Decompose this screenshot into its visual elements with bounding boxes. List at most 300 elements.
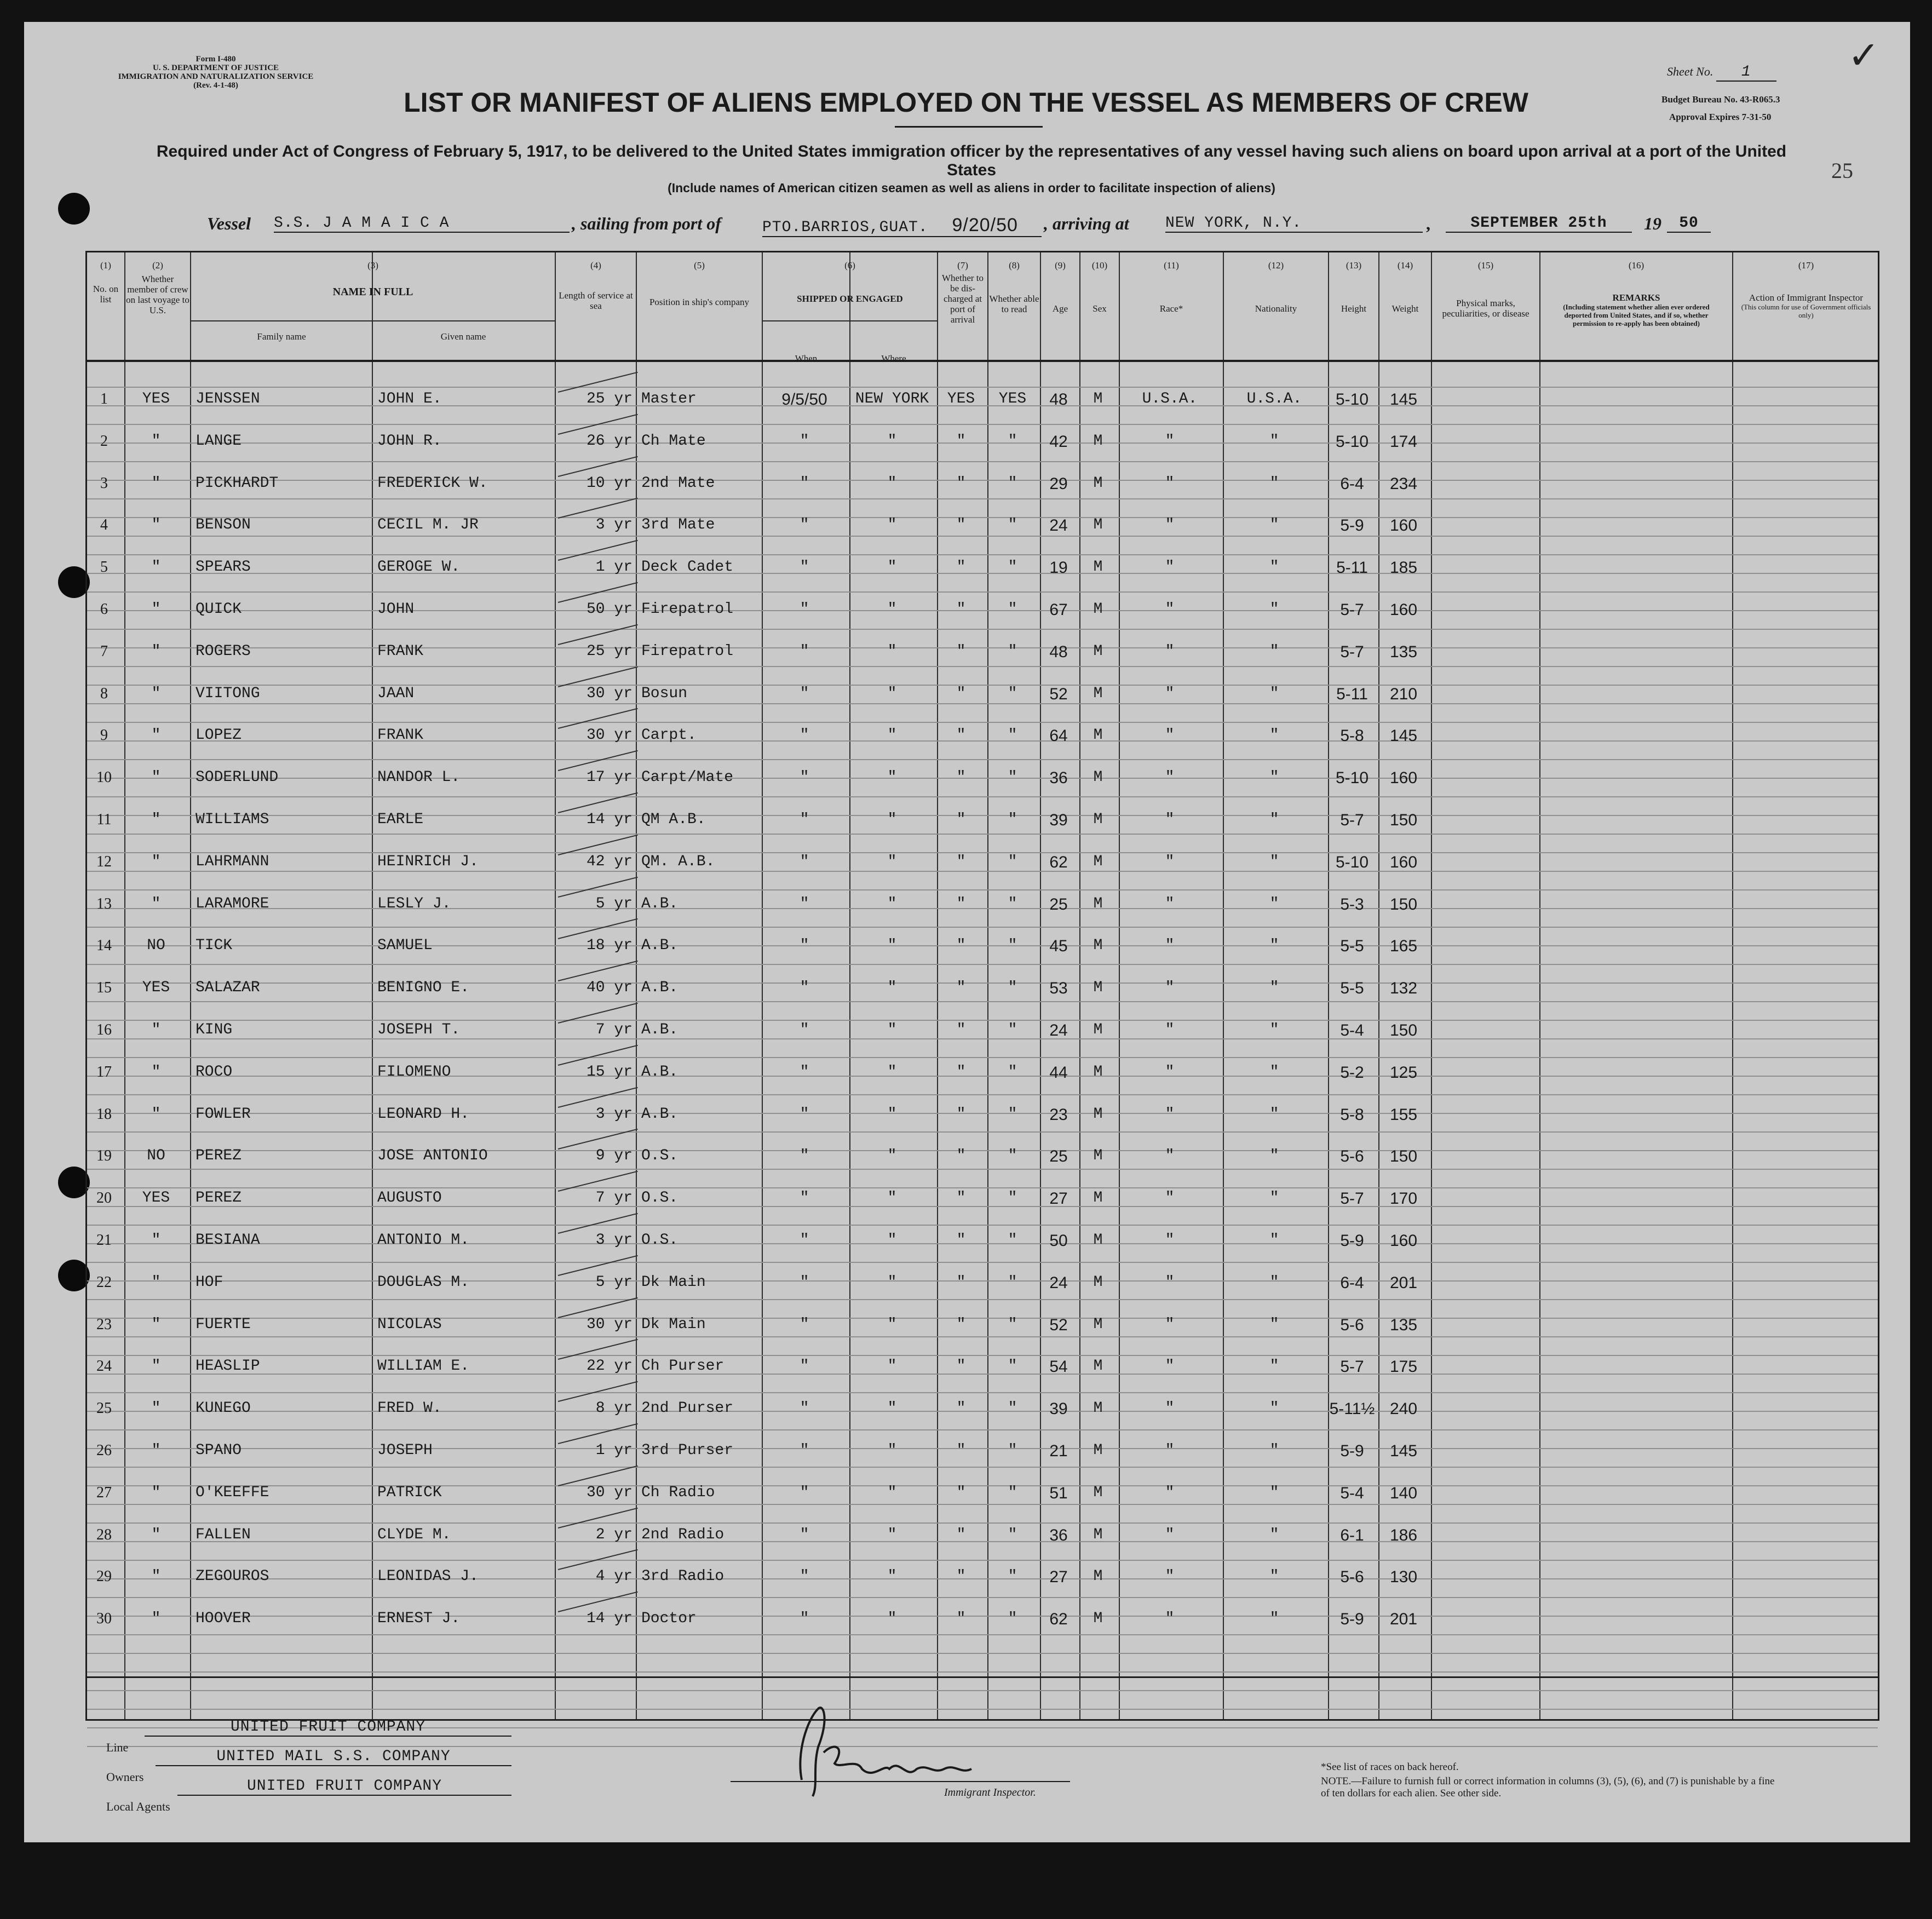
table-row [87,475,1878,497]
cell-age: 45 [1049,937,1068,956]
cell-family: LOPEZ [196,727,242,744]
cell-no: 22 [96,1273,112,1291]
cell-service: 30 yr [586,1315,633,1333]
cell-when: " [800,853,809,870]
ruled-line [87,498,1878,499]
crew-table [85,251,1879,1721]
service-check-stroke [558,1466,638,1486]
cell-no: 15 [96,979,112,997]
table-row [87,1358,1878,1380]
col6b-header: Where [881,353,906,364]
cell-disch: " [956,601,966,618]
cell-weight: 132 [1389,979,1418,998]
cell-age: 48 [1049,390,1068,409]
col2-header: (2) Whether member of crew on last voyage to U.S. [126,260,189,315]
cell-where: " [887,1273,897,1291]
cell-when: " [800,895,809,912]
ruled-line [87,1392,1878,1393]
cell-where: " [887,1190,897,1207]
cell-when: " [800,1232,809,1249]
cell-sex: M [1093,1232,1103,1249]
cell-family: O'KEEFFE [196,1484,269,1501]
inspector-signature [780,1687,1010,1802]
cell-position: QM. A.B. [641,853,715,870]
service-check-stroke [558,1045,638,1066]
budget-bureau: Budget Bureau No. 43-R065.3 [1661,94,1780,105]
cell-age: 24 [1049,1021,1068,1039]
ruled-line [87,1187,1878,1188]
cell-disch: " [956,1105,966,1123]
cell-sex: M [1093,811,1103,828]
cell-nat: " [1269,1063,1279,1081]
cell-given: LEONIDAS J. [377,1568,479,1585]
cell-prev: " [151,1610,161,1628]
cell-read: YES [998,390,1027,407]
cell-prev: " [151,811,161,828]
cell-position: O.S. [641,1147,679,1165]
cell-family: SPEARS [196,559,251,576]
table-row [87,1274,1878,1296]
cell-age: 48 [1049,642,1068,661]
cell-prev: " [151,601,161,618]
cell-where: " [887,1526,897,1543]
cell-weight: 170 [1389,1190,1418,1208]
cell-disch: " [956,1021,966,1038]
cell-family: ROCO [196,1063,233,1081]
cell-no: 17 [96,1063,112,1081]
cell-race: " [1165,1273,1175,1291]
cell-age: 23 [1049,1105,1068,1124]
cell-service: 1 yr [595,559,633,576]
cell-no: 2 [100,432,108,450]
cell-read: " [1008,1273,1017,1291]
cell-where: " [887,1568,897,1585]
col11-header: (11) Race* [1159,260,1183,314]
approval-expires: Approval Expires 7-31-50 [1669,112,1772,122]
cell-disch: " [956,1063,966,1081]
cell-service: 3 yr [595,1105,633,1123]
ruled-line [87,1299,1878,1300]
cell-weight: 160 [1389,601,1418,619]
cell-position: QM A.B. [641,811,706,828]
ruled-line [87,629,1878,630]
cell-nat: " [1269,1400,1279,1417]
cell-prev: NO [147,1147,165,1165]
cell-position: Firepatrol [641,601,734,618]
cell-given: CECIL M. JR [377,516,479,534]
cell-age: 19 [1049,559,1068,577]
cell-when: " [800,1484,809,1501]
cell-height: 5-7 [1340,811,1364,829]
cell-where: " [887,642,897,660]
cell-no: 23 [96,1315,112,1333]
cell-prev: " [151,1526,161,1543]
cell-sex: M [1093,1021,1103,1038]
cell-weight: 150 [1389,1147,1418,1166]
penalty-note: NOTE.—Failure to furnish full or correct information in columns (3), (5), (6), and (7) is punishable by a fine of ten dollars for each alien. See other side. [1321,1776,1775,1799]
cell-sex: M [1093,601,1103,618]
cell-sex: M [1093,1105,1103,1123]
cell-family: WILLIAMS [196,811,269,828]
service-check-stroke [558,498,638,519]
cell-position: O.S. [641,1190,679,1207]
cell-sex: M [1093,853,1103,870]
cell-given: ANTONIO M. [377,1232,470,1249]
cell-age: 67 [1049,601,1068,619]
cell-disch: " [956,685,966,702]
service-check-stroke [558,918,638,939]
service: IMMIGRATION AND NATURALIZATION SERVICE [118,72,314,81]
table-row [87,1232,1878,1254]
punch-hole [58,193,90,225]
cell-prev: " [151,853,161,870]
cell-read: " [1008,1190,1017,1207]
cell-family: VIITONG [196,685,260,702]
cell-weight: 145 [1389,1442,1418,1460]
cell-when: " [800,1315,809,1333]
ruled-line [87,591,1878,593]
cell-service: 25 yr [586,390,633,407]
cell-when: " [800,811,809,828]
cell-disch: " [956,1147,966,1165]
col17-header: (17) Action of Immigrant Inspector (This column for use of Government officials only) [1741,260,1871,319]
service-check-stroke [558,1339,638,1360]
cell-no: 1 [100,390,108,407]
service-check-stroke [558,540,638,561]
cell-read: " [1008,1063,1017,1081]
cell-no: 18 [96,1105,112,1123]
cell-when: " [800,1400,809,1417]
cell-disch: " [956,769,966,786]
cell-race: " [1165,474,1175,492]
service-check-stroke [558,1087,638,1107]
cell-position: A.B. [641,1063,679,1081]
cell-nat: " [1269,601,1279,618]
cell-height: 5-7 [1340,601,1364,619]
cell-service: 10 yr [586,474,633,492]
cell-service: 4 yr [595,1568,633,1585]
cell-where: " [887,727,897,744]
cell-given: JOSE ANTONIO [377,1147,488,1165]
cell-when: " [800,1021,809,1038]
cell-height: 5-10 [1335,432,1369,451]
arrival-port: NEW YORK, N.Y. [1165,215,1423,233]
cell-weight: 160 [1389,1232,1418,1250]
cell-race: " [1165,811,1175,828]
cell-no: 26 [96,1442,112,1459]
cell-height: 5-5 [1340,979,1364,998]
cell-weight: 210 [1389,685,1418,703]
cell-prev: " [151,559,161,576]
cell-service: 3 yr [595,516,633,534]
cell-where: " [887,937,897,955]
col3b-header: Given name [440,331,486,342]
service-check-stroke [558,372,638,393]
cell-age: 51 [1049,1484,1068,1502]
ruled-line [87,889,1878,890]
cell-position: A.B. [641,895,679,912]
cell-position: A.B. [641,1021,679,1038]
service-check-stroke [558,666,638,687]
corner-number: 25 [1831,158,1853,183]
cell-family: KUNEGO [196,1400,251,1417]
cell-when: " [800,516,809,534]
cell-service: 50 yr [586,601,633,618]
col15-header: (15) Physical marks, peculiarities, or disease [1442,260,1530,319]
cell-height: 5-11 [1336,559,1368,577]
col3a-header: Family name [257,331,306,342]
cell-given: FREDERICK W. [377,474,488,492]
cell-nat: " [1269,516,1279,534]
cell-read: " [1008,1400,1017,1417]
col1-header: (1) No. on list [93,260,119,304]
cell-height: 5-8 [1340,1105,1364,1124]
cell-disch: " [956,1232,966,1249]
table-bottom-divider [87,1676,1878,1678]
cell-family: JENSSEN [196,390,260,407]
cell-given: DOUGLAS M. [377,1273,470,1291]
cell-disch: " [956,895,966,912]
inspector-label: Immigrant Inspector. [944,1786,1036,1799]
col3-header: (3) NAME IN FULL [332,260,413,298]
cell-service: 2 yr [595,1526,633,1543]
cell-disch: YES [947,390,975,407]
table-row [87,1400,1878,1422]
subtitle: Required under Act of Congress of February 5, 1917, to be delivered to the United States immigration officer by the representatives of any vessel having such aliens on board upon arrival at a port of the United States [156,142,1787,179]
cell-given: FRED W. [377,1400,442,1417]
cell-race: " [1165,642,1175,660]
cell-nat: " [1269,685,1279,702]
cell-height: 6-4 [1340,474,1364,493]
cell-no: 20 [96,1190,112,1207]
cell-race: " [1165,1358,1175,1375]
cell-when: " [800,727,809,744]
cell-prev: " [151,516,161,534]
cell-height: 5-9 [1340,516,1364,535]
cell-read: " [1008,1021,1017,1038]
cell-read: " [1008,1358,1017,1375]
cell-disch: " [956,1273,966,1291]
cell-position: 2nd Mate [641,474,715,492]
cell-read: " [1008,432,1017,450]
ruled-line [87,964,1878,965]
cell-when: " [800,642,809,660]
cell-disch: " [956,1484,966,1501]
cell-family: SALAZAR [196,979,260,997]
cell-prev: " [151,1358,161,1375]
cell-position: Doctor [641,1610,697,1628]
cell-height: 5-6 [1340,1568,1364,1587]
service-check-stroke [558,750,638,771]
cell-height: 5-8 [1340,727,1364,745]
check-mark: ✓ [1848,35,1880,77]
cell-height: 5-6 [1340,1315,1364,1334]
cell-service: 1 yr [595,1442,633,1459]
cell-family: ROGERS [196,642,251,660]
cell-given: JOHN [377,601,415,618]
cell-race: " [1165,1063,1175,1081]
agents-value: UNITED FRUIT COMPANY [177,1778,511,1796]
cell-when: " [800,1610,809,1628]
service-check-stroke [558,1507,638,1528]
cell-race: " [1165,1021,1175,1038]
cell-where: " [887,853,897,870]
cell-where: " [887,1610,897,1628]
cell-prev: " [151,1232,161,1249]
arrival-year: 50 [1667,215,1711,233]
ruled-line [87,1262,1878,1263]
col16-header: (16) REMARKS (Including statement whether alien ever ordered deported from United States, and if so, whether permission to re-apply has been obtained) [1563,260,1710,328]
table-row [87,1526,1878,1548]
port-name: PTO.BARRIOS,GUAT. [762,219,928,236]
cell-nat: " [1269,1526,1279,1543]
line-value: UNITED FRUIT COMPANY [145,1719,511,1737]
table-row [87,979,1878,1001]
cell-family: BESIANA [196,1232,260,1249]
cell-family: ZEGOUROS [196,1568,269,1585]
cell-age: 42 [1049,432,1068,451]
ruled-line [87,1131,1878,1133]
service-check-stroke [558,1591,638,1612]
cell-sex: M [1093,1358,1103,1375]
cell-sex: M [1093,1315,1103,1333]
cell-family: BENSON [196,516,251,534]
cell-where: " [887,811,897,828]
cell-no: 6 [100,601,108,618]
cell-disch: " [956,979,966,997]
cell-prev: " [151,1105,161,1123]
cell-service: 8 yr [595,1400,633,1417]
cell-given: NICOLAS [377,1315,442,1333]
cell-age: 39 [1049,1400,1068,1418]
cell-no: 4 [100,516,108,534]
cell-weight: 201 [1389,1273,1418,1292]
cell-family: HOF [196,1273,223,1291]
cell-nat: " [1269,559,1279,576]
shipped-subheader-divider [763,320,937,321]
cell-where: " [887,1400,897,1417]
cell-read: " [1008,853,1017,870]
col12-header: (12) Nationality [1255,260,1297,314]
cell-given: WILLIAM E. [377,1358,470,1375]
ruled-line [87,1634,1878,1635]
cell-age: 52 [1049,685,1068,703]
cell-race: " [1165,1610,1175,1628]
cell-service: 5 yr [595,895,633,912]
service-check-stroke [558,1213,638,1234]
ruled-line [87,1597,1878,1598]
ruled-line [87,1560,1878,1561]
cell-weight: 185 [1389,559,1418,577]
cell-race: " [1165,853,1175,870]
cell-family: PEREZ [196,1147,242,1165]
ruled-line [87,1094,1878,1095]
cell-service: 7 yr [595,1021,633,1038]
cell-service: 18 yr [586,937,633,955]
cell-height: 6-4 [1340,1273,1364,1292]
cell-sex: M [1093,1484,1103,1501]
ruled-line [87,554,1878,555]
cell-race: " [1165,601,1175,618]
cell-nat: " [1269,811,1279,828]
cell-prev: " [151,432,161,450]
cell-nat: U.S.A. [1246,390,1302,407]
cell-where: " [887,1063,897,1081]
ruled-line [87,834,1878,835]
cell-service: 9 yr [595,1147,633,1165]
cell-given: JOHN E. [377,390,442,407]
table-row [87,390,1878,412]
cell-where: " [887,1442,897,1459]
col10-header: (10) Sex [1091,260,1108,314]
cell-when: " [800,1147,809,1165]
cell-age: 62 [1049,853,1068,871]
cell-read: " [1008,1526,1017,1543]
cell-disch: " [956,432,966,450]
comma: , [1426,214,1430,233]
cell-service: 30 yr [586,685,633,702]
cell-sex: M [1093,1190,1103,1207]
cell-service: 42 yr [586,853,633,870]
cell-service: 14 yr [586,1610,633,1628]
cell-given: ERNEST J. [377,1610,461,1628]
cell-sex: M [1093,516,1103,534]
cell-height: 5-11 [1336,685,1368,703]
cell-no: 7 [100,642,108,660]
cell-sex: M [1093,1063,1103,1081]
cell-disch: " [956,516,966,534]
ruled-line [87,1522,1878,1524]
cell-read: " [1008,1315,1017,1333]
cell-family: PEREZ [196,1190,242,1207]
form-id-block [101,55,331,90]
table-row [87,433,1878,455]
cell-family: QUICK [196,601,242,618]
cell-read: " [1008,979,1017,997]
cell-prev: " [151,1400,161,1417]
cell-height: 5-4 [1340,1021,1364,1039]
races-note: *See list of races on back hereof. [1321,1761,1459,1773]
cell-when: " [800,474,809,492]
cell-when: 9/5/50 [781,390,827,409]
cell-position: 3rd Mate [641,516,715,534]
cell-disch: " [956,1568,966,1585]
cell-given: CLYDE M. [377,1526,451,1543]
table-row [87,1484,1878,1506]
ruled-line [87,424,1878,425]
cell-when: " [800,1273,809,1291]
cell-no: 24 [96,1358,112,1375]
cell-no: 16 [96,1021,112,1038]
cell-given: GEROGE W. [377,559,461,576]
cell-weight: 130 [1389,1568,1418,1587]
cell-when: " [800,1190,809,1207]
cell-service: 7 yr [595,1190,633,1207]
service-check-stroke [558,624,638,645]
cell-given: NANDOR L. [377,769,461,786]
ruled-line [87,461,1878,462]
cell-where: " [887,1147,897,1165]
cell-height: 5-9 [1340,1232,1364,1250]
cell-age: 36 [1049,1526,1068,1544]
cell-age: 25 [1049,895,1068,913]
cell-height: 5-6 [1340,1147,1364,1166]
cell-sex: M [1093,727,1103,744]
table-row [87,1147,1878,1169]
cell-service: 30 yr [586,1484,633,1501]
agents-label: Local Agents [106,1800,170,1813]
cell-position: Ch Purser [641,1358,725,1375]
